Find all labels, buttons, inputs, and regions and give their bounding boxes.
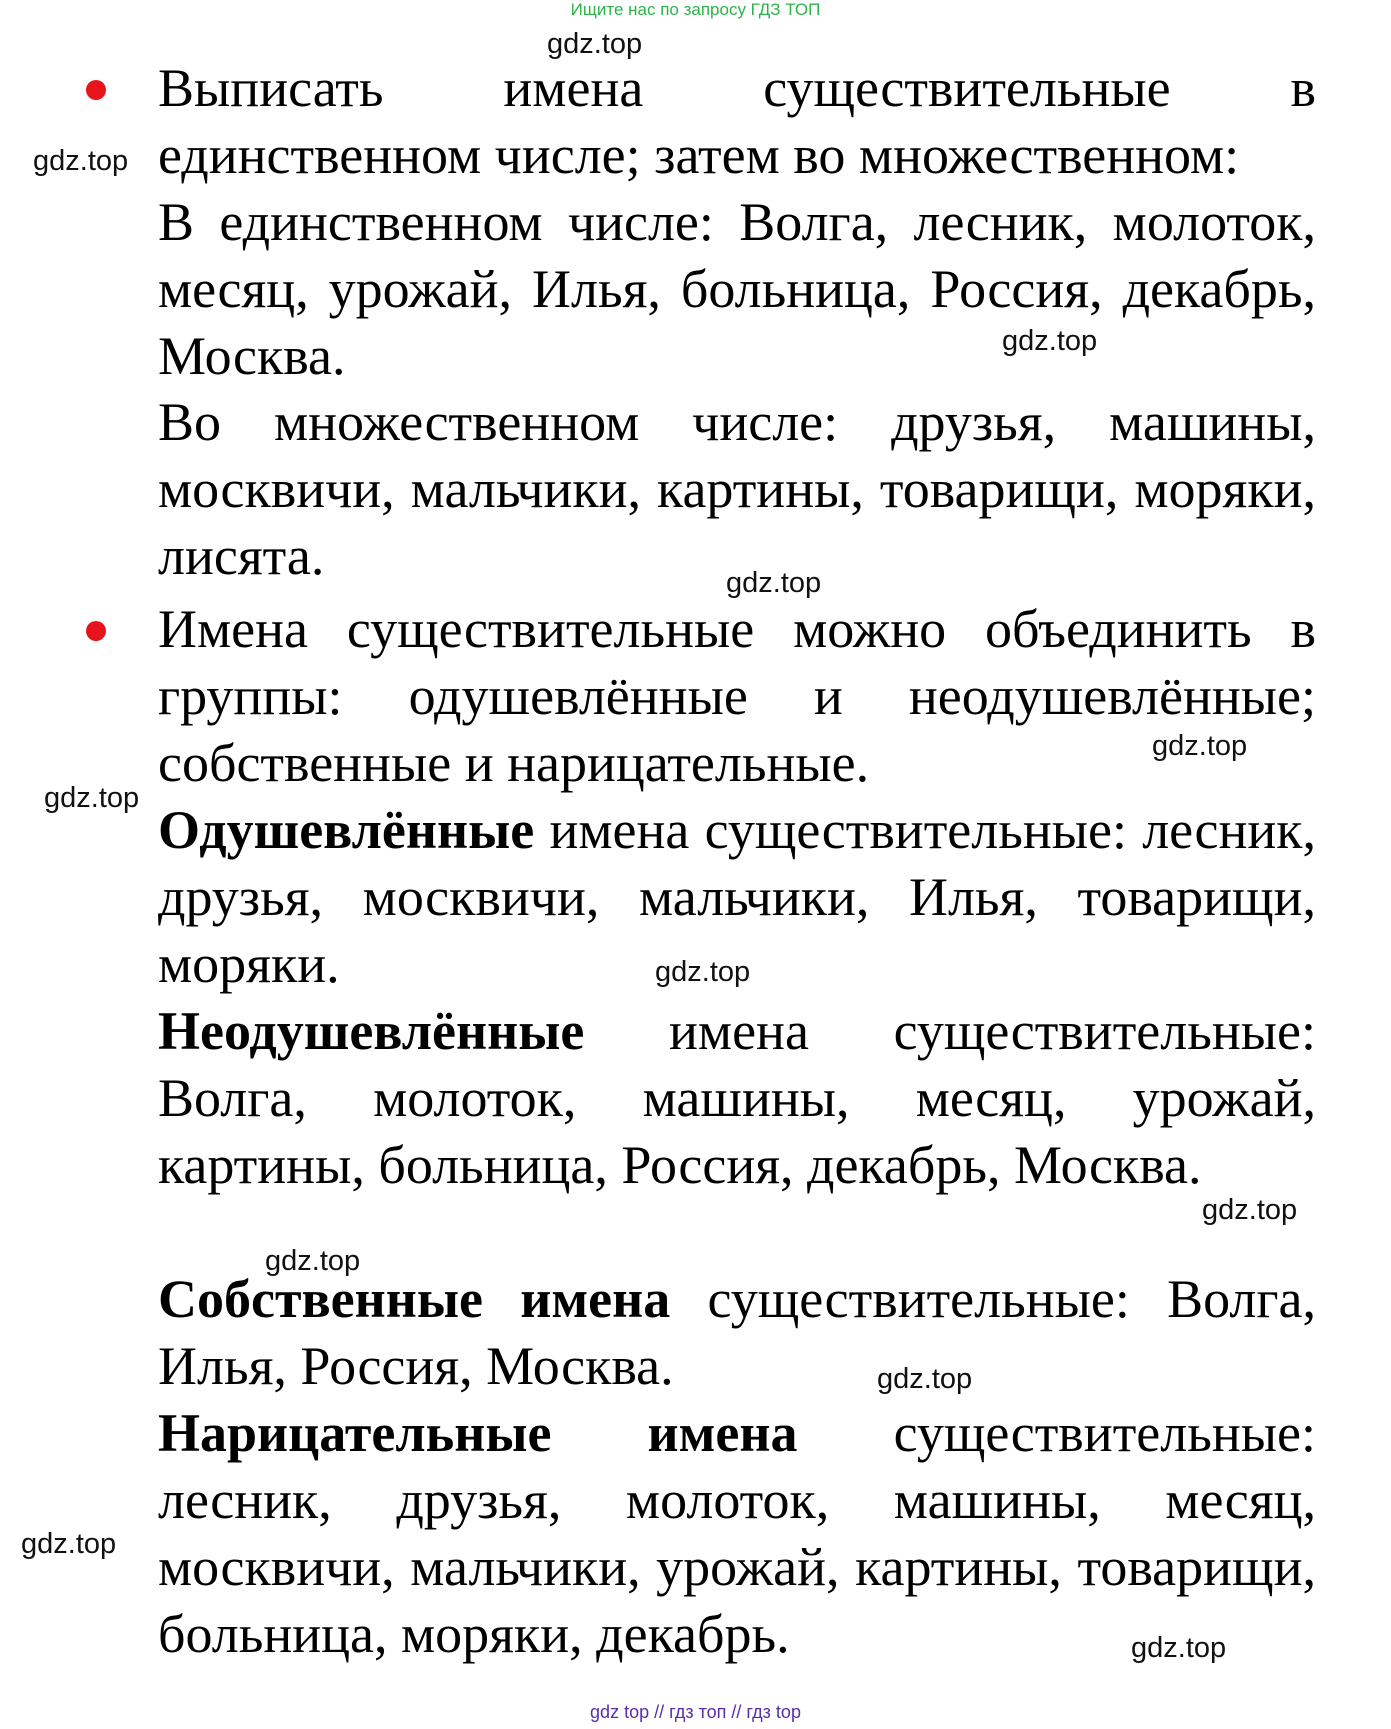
top-banner: Ищите нас по запросу ГДЗ ТОП xyxy=(570,0,821,19)
section2-intro: Имена существительные можно объединить в группы: одушевлённые и неодушевлённые; собственные и нарицательные. xyxy=(158,599,1316,793)
bullet-2 xyxy=(86,621,106,641)
watermark: gdz.top xyxy=(1002,325,1098,357)
section1-singular: В единственном числе: Волга, лесник, молоток, месяц, урожай, Илья, больница, Россия, декабрь, Москва. xyxy=(158,192,1316,386)
footer-links: gdz top // гдз топ // гдз top xyxy=(590,1702,801,1722)
watermark: gdz.top xyxy=(877,1363,973,1395)
proper-list: существительные: Волга, Илья, Россия, Москва. xyxy=(158,1269,1317,1396)
watermark: gdz.top xyxy=(1131,1632,1227,1664)
common-paragraph xyxy=(158,1400,1316,1668)
watermark: gdz.top xyxy=(655,956,751,988)
proper-paragraph xyxy=(158,1266,1316,1400)
watermark: gdz.top xyxy=(547,28,643,60)
section1-intro: Выписать имена существительные в единственном числе; затем во множественном: xyxy=(158,58,1316,185)
animate-term: Одушевлённые xyxy=(158,800,535,860)
watermark: gdz.top xyxy=(1152,730,1248,762)
watermark: gdz.top xyxy=(1202,1194,1298,1226)
watermark: gdz.top xyxy=(33,145,129,177)
inanimate-list: имена существительные: Волга, молоток, машины, месяц, урожай, картины, больница, Россия, декабрь, Москва. xyxy=(158,1001,1316,1195)
animate-list: имена существительные: лесник, друзья, москвичи, мальчики, Илья, товарищи, моряки. xyxy=(158,800,1316,994)
watermark: gdz.top xyxy=(44,782,140,814)
section1-plural: Во множественном числе: друзья, машины, москвичи, мальчики, картины, товарищи, моряки, лисята. xyxy=(158,392,1316,586)
proper-term: Собственные имена xyxy=(158,1269,671,1329)
inanimate-term: Неодушевлённые xyxy=(158,1001,585,1061)
watermark: gdz.top xyxy=(726,567,822,599)
common-list: существительные: лесник, друзья, молоток, машины, месяц, москвичи, мальчики, урожай, картины, товарищи, больница, моряки, декабрь. xyxy=(158,1403,1316,1664)
watermark: gdz.top xyxy=(21,1528,117,1560)
animate-paragraph xyxy=(158,797,1316,998)
watermark: gdz.top xyxy=(265,1245,361,1277)
inanimate-paragraph xyxy=(158,998,1316,1199)
bullet-1 xyxy=(86,80,106,100)
common-term: Нарицательные имена xyxy=(158,1403,798,1463)
